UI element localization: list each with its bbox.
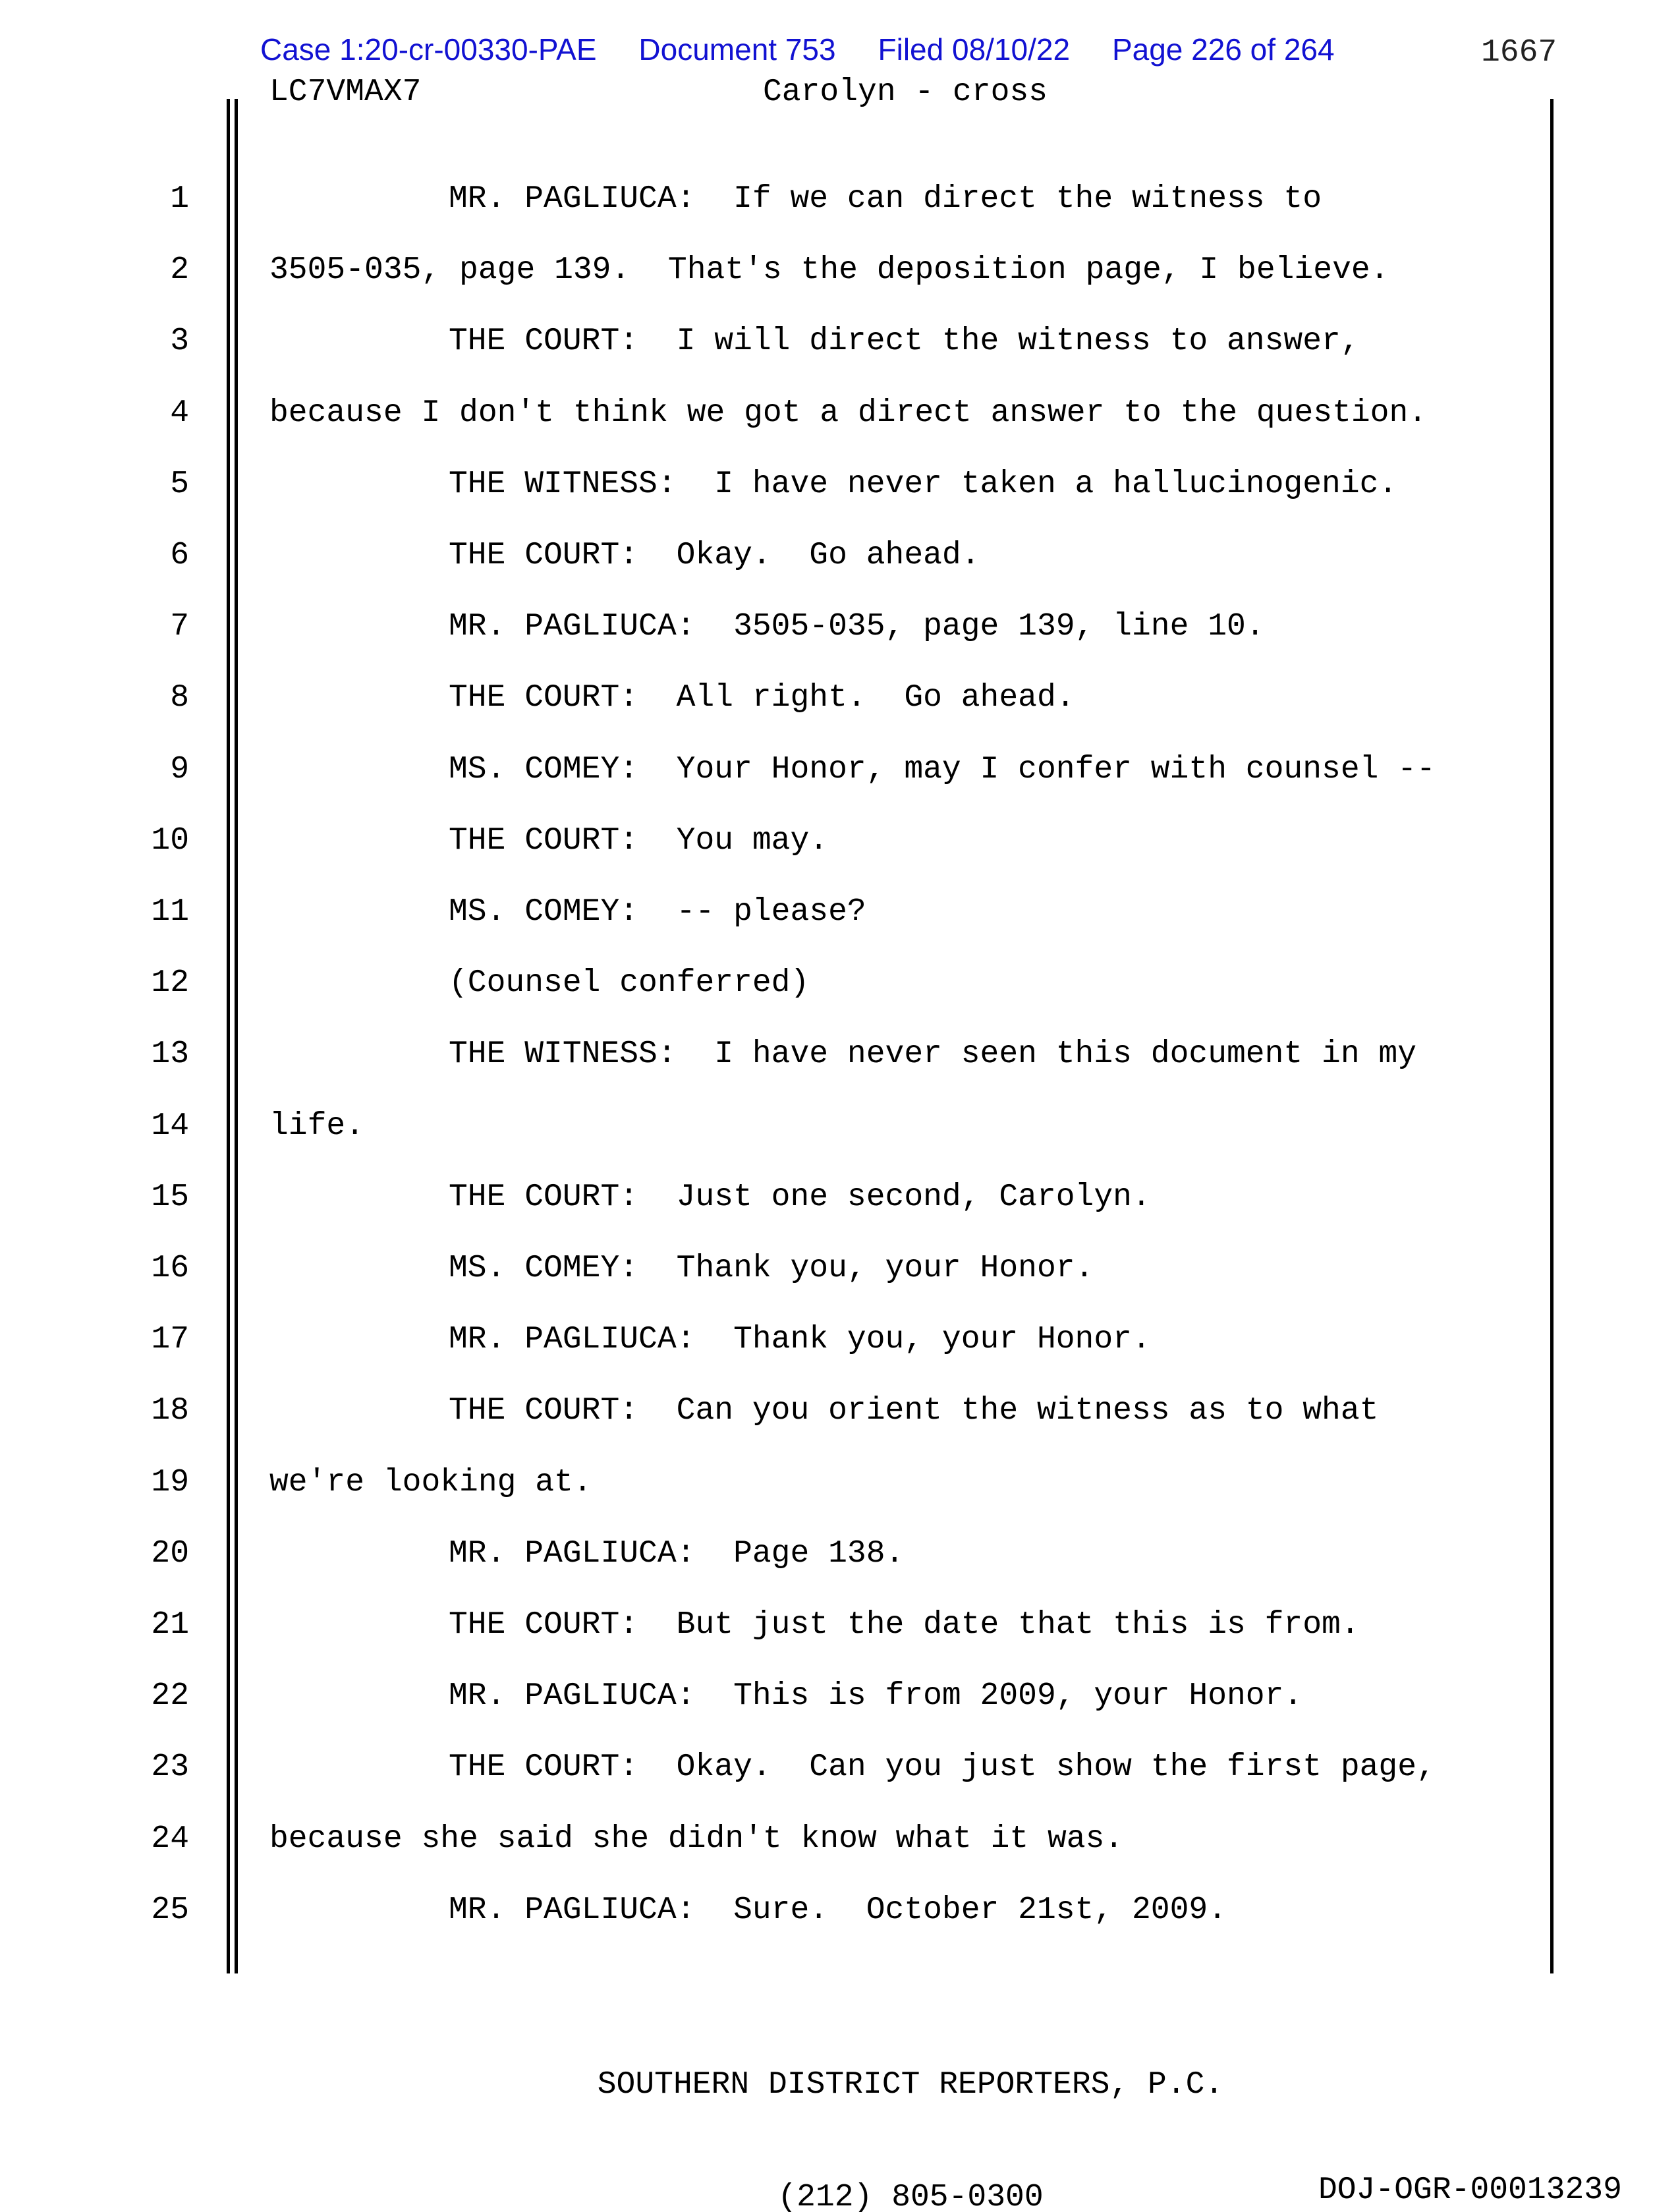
line-text: MR. PAGLIUCA: Thank you, your Honor. bbox=[449, 1322, 1151, 1358]
line-text: MR. PAGLIUCA: If we can direct the witness to bbox=[449, 181, 1322, 217]
line-text: MS. COMEY: Your Honor, may I confer with counsel -- bbox=[449, 751, 1436, 787]
transcript-line bbox=[0, 1678, 1680, 1715]
transcript-line bbox=[0, 1821, 1680, 1858]
line-number: 23 bbox=[151, 1749, 189, 1786]
line-text: MR. PAGLIUCA: Page 138. bbox=[449, 1535, 905, 1572]
transcript-page-number: 1667 bbox=[1481, 35, 1557, 71]
transcript-line bbox=[0, 1179, 1680, 1216]
transcript-line bbox=[0, 822, 1680, 859]
line-number: 3 bbox=[170, 324, 189, 360]
transcript-line bbox=[0, 1749, 1680, 1786]
line-text: MR. PAGLIUCA: Sure. October 21st, 2009. bbox=[449, 1892, 1227, 1928]
transcript-line bbox=[0, 466, 1680, 503]
line-text: life. bbox=[269, 1108, 365, 1144]
line-text: we're looking at. bbox=[269, 1464, 592, 1500]
line-text: because I don't think we got a direct answer to the question. bbox=[269, 395, 1428, 431]
line-text: THE COURT: I will direct the witness to answer, bbox=[449, 324, 1360, 360]
line-text: THE COURT: Just one second, Carolyn. bbox=[449, 1179, 1151, 1215]
line-number: 1 bbox=[170, 181, 189, 217]
line-text: MR. PAGLIUCA: 3505-035, page 139, line 10. bbox=[449, 609, 1265, 645]
transcript-line bbox=[0, 181, 1680, 217]
transcript-line bbox=[0, 1321, 1680, 1358]
line-text: because she said she didn't know what it was. bbox=[269, 1821, 1124, 1857]
line-text: THE WITNESS: I have never seen this document in my bbox=[449, 1036, 1417, 1073]
line-number: 2 bbox=[170, 252, 189, 289]
case-stamp-header: Case 1:20-cr-00330-PAE Document 753 Filed 08/10/22 Page 226 of 264 bbox=[260, 32, 1335, 67]
line-number: 7 bbox=[170, 609, 189, 645]
line-text: THE COURT: Okay. Can you just show the first page, bbox=[449, 1749, 1436, 1786]
transcript-line bbox=[0, 1250, 1680, 1287]
transcript-line bbox=[0, 1892, 1680, 1929]
line-text: THE COURT: All right. Go ahead. bbox=[449, 680, 1075, 716]
line-text: THE COURT: You may. bbox=[449, 822, 829, 859]
line-number: 13 bbox=[151, 1036, 189, 1073]
line-number: 22 bbox=[151, 1678, 189, 1715]
transcript-line bbox=[0, 893, 1680, 930]
transcript-line bbox=[0, 1606, 1680, 1643]
line-text: THE COURT: Can you orient the witness as to what bbox=[449, 1393, 1379, 1429]
reporter-name: SOUTHERN DISTRICT REPORTERS, P.C. bbox=[597, 2067, 1224, 2103]
transcript-line bbox=[0, 537, 1680, 574]
transcript-line bbox=[0, 1535, 1680, 1572]
transcript-line bbox=[0, 608, 1680, 645]
line-text: THE WITNESS: I have never taken a hallucinogenic. bbox=[449, 466, 1398, 502]
line-number: 18 bbox=[151, 1393, 189, 1429]
transcript-line bbox=[0, 751, 1680, 788]
line-number: 19 bbox=[151, 1464, 189, 1500]
line-number: 11 bbox=[151, 894, 189, 930]
line-text: 3505-035, page 139. That's the deposition page, I believe. bbox=[269, 252, 1389, 289]
line-number: 20 bbox=[151, 1535, 189, 1572]
line-number: 10 bbox=[151, 822, 189, 859]
line-number: 4 bbox=[170, 395, 189, 431]
transcript-line bbox=[0, 679, 1680, 716]
line-text: MS. COMEY: -- please? bbox=[449, 894, 866, 930]
transcript-line bbox=[0, 1108, 1680, 1145]
line-number: 12 bbox=[151, 965, 189, 1002]
line-number: 5 bbox=[170, 466, 189, 502]
witness-cross-label: Carolyn - cross bbox=[763, 74, 1048, 110]
transcript-line bbox=[0, 965, 1680, 1002]
bates-number: DOJ-OGR-00013239 bbox=[1318, 2172, 1622, 2208]
line-number: 8 bbox=[170, 680, 189, 716]
transcript-line bbox=[0, 1392, 1680, 1429]
reporter-phone: (212) 805-0300 bbox=[777, 2180, 1044, 2212]
line-text: MS. COMEY: Thank you, your Honor. bbox=[449, 1251, 1094, 1286]
line-text: (Counsel conferred) bbox=[449, 965, 810, 1002]
transcript-line bbox=[0, 395, 1680, 432]
line-number: 17 bbox=[151, 1322, 189, 1358]
line-number: 15 bbox=[151, 1179, 189, 1215]
session-code: LC7VMAX7 bbox=[269, 74, 422, 110]
transcript-line bbox=[0, 1464, 1680, 1501]
line-text: MR. PAGLIUCA: This is from 2009, your Honor. bbox=[449, 1678, 1303, 1715]
line-number: 9 bbox=[170, 751, 189, 787]
line-text: THE COURT: But just the date that this is from. bbox=[449, 1607, 1360, 1643]
line-text: THE COURT: Okay. Go ahead. bbox=[449, 538, 980, 573]
line-number: 14 bbox=[151, 1108, 189, 1144]
line-number: 16 bbox=[151, 1251, 189, 1286]
transcript-line bbox=[0, 252, 1680, 289]
line-number: 21 bbox=[151, 1607, 189, 1643]
line-number: 24 bbox=[151, 1821, 189, 1857]
transcript-line bbox=[0, 1036, 1680, 1073]
line-number: 25 bbox=[151, 1892, 189, 1928]
transcript-line bbox=[0, 323, 1680, 360]
line-number: 6 bbox=[170, 538, 189, 573]
